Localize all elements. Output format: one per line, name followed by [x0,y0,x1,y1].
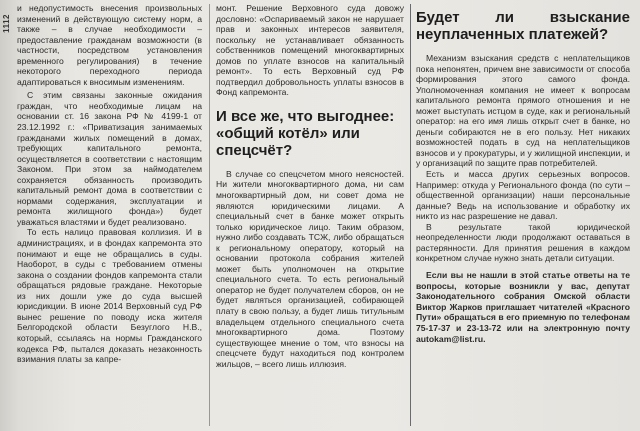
contact-paragraph: Если вы не нашли в этой статье ответы на те вопросы, которые возникли у вас, депутат Законодательного собрания Омской области Виктор Жарков приглашает читателей «Красного Пути» обращаться в его приемную по телефонам 75-17-37 и 23-13-72 или на электронную почту autokam@list.ru. [416,269,630,344]
article-column-1 [17,3,202,365]
paragraph: Есть и масса других серьезных вопросов. Например: откуда у Регионального фонда (по сути – общественной организации) наши персональные данные? Ведь на использование и обработку их никто из нас разрешение не давал. [416,169,630,222]
paragraph: Механизм взыскания средств с неплательщиков пока непонятен, причем вне зависимости от способа формирования этого самого фонда. Уполномоченная компания не имеет к вопросам капитального ремонта прямого отношения и не может выступать истцом в суде, как и региональный оператор: на его имя лишь открыт счет в банке, но деньги собираются не в его пользу. Нет никаких возможностей подать в суд на неплательщиков взносов и у прокуратуры, и у жилищной инспекции, и у организаций по защите прав потребителей. [416,53,630,169]
paragraph: В случае со спецсчетом много неясностей. Ни жители многоквартирного дома, ни сам многоквартирный дом, ни совет дома не являются юридическими лицами. А специальный счет в банке может открыть только юридическое лицо. Таким образом, нужно либо создавать ТСЖ, либо обращаться к региональному оператору, который на основании протокола собрания жителей может быть уполномочен на открытие специального счета. То есть региональный оператор не будет получателем сборов, он не будет являться организацией, собирающей плату в свою пользу, а будет лишь титульным владельцем отдельного специального счета многоквартирного дома. Поэтому существующее мнение о том, что взносы на спецсчете будут находиться под контролем жильцов, – всего лишь иллюзия. [216,168,404,369]
paragraph: и недопустимость внесения произвольных изменений в действующую систему норм, а также – в случае необходимости – предоставление гражданам возможности (в частности, посредством установления временного регулирования) в течение некоторого переходного периода адаптироваться к вносимым изменениям. [17,3,202,87]
article-column-2 [216,3,404,369]
sidebar-heading: Будет ли взыскание неуплаченных платежей? [416,9,630,43]
sidebar-border-left [410,4,411,426]
section-heading: И все же, что выгоднее: «общий котёл» или спецсчёт? [216,107,395,159]
sidebar-column [416,3,630,344]
paragraph: монт. Решение Верховного суда довожу дословно: «Оспариваемый закон не нарушает прав и законных интересов заявителя, поскольку не устанавливает обязанность собственников помещений многоквартирных домов по уплате взносов на капитальный ремонт». То есть Верховный суд РФ подтвердил добровольность уплаты взносов в Фонд капремонта. [216,3,404,98]
paragraph: В результате такой юридической неопределенности люди продолжают оставаться в растерянности. Для принятия решения в каждом конкретном случае нужно знать детали ситуации. [416,221,630,264]
paragraph: С этим связаны законные ожидания граждан, что необходимые лицам на основании ст. 16 закона РФ № 4199-1 от 23.12.1992 г.: «Приватизация занимаемых гражданами жилых помещений в домах, требующих капитального ремонта, осуществляется в соответствии с настоящим Законом. При этом за наймодателем сохраняется обязанность производить капитальный ремонт дома в соответствии с нормами содержания, эксплуатации и ремонта жилищного фонда») будет уважаться властями и будет реализовано. [17,90,202,227]
paragraph: То есть налицо правовая коллизия. И в администрациях, и в фондах капремонта это понимают и еще не обращались в суды. Наоборот, в суды с требованием отмены закона о создании фондов капремонта стали обращаться рядовые граждане. Некоторые из них дошли уже до суда высшей юрисдикции. В июне 2014 Верховный суд РФ вынес решение по поводу иска жителя Белгородской области Безуглого Н.В., который, ссылаясь на нормы Гражданского кодекса РФ, пытался доказать незаконность взимания платы за капре- [17,227,202,365]
page-margin-mark: 1112 [2,14,11,33]
column-divider [209,4,210,426]
